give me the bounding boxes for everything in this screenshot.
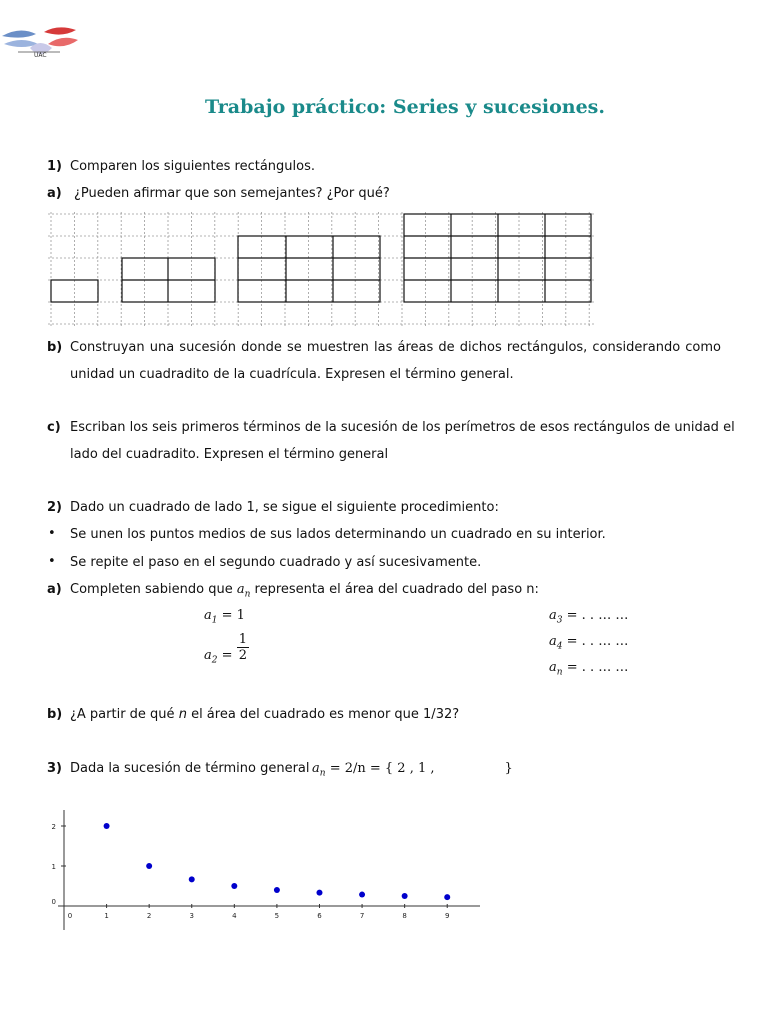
sequence-chart (44, 808, 489, 934)
equation-an: $a_n$ = . . … … (549, 660, 629, 678)
q1b-label: b) (47, 340, 63, 355)
y-tick-label: 0 (51, 898, 56, 906)
q2a-label: a) (47, 582, 62, 597)
x-tick-label: 1 (104, 912, 109, 920)
q1c-line1: Escriban los seis primeros términos de la sucesión de los perímetros de esos rectángulos de unidad el (70, 420, 735, 435)
data-point (104, 823, 110, 829)
q2-bullet-2: Se repite el paso en el segundo cuadrado y así sucesivamente. (70, 555, 482, 570)
q1c-line2: lado del cuadradito. Expresen el término general (70, 447, 389, 462)
y-tick-label: 2 (51, 823, 56, 831)
q2-bullet-1: Se unen los puntos medios de sus lados determinando un cuadrado en su interior. (70, 527, 606, 542)
q2b-label: b) (47, 707, 63, 722)
x-tick-label: 6 (317, 912, 322, 920)
rectangle-3 (238, 236, 380, 302)
chart-ticks (52, 823, 450, 920)
equation-a3: $a_3$ = . . … … (549, 608, 629, 626)
data-point (316, 890, 322, 896)
bullet-2-icon: • (48, 554, 56, 569)
bullet-1-icon: • (48, 526, 56, 541)
data-point (444, 894, 450, 900)
q2-text: Dado un cuadrado de lado 1, se sigue el siguiente procedimiento: (70, 500, 499, 515)
data-point (402, 893, 408, 899)
data-point (274, 887, 280, 893)
q1b-line1: Construyan una sucesión donde se muestren las áreas de dichos rectángulos, considerando como (70, 340, 721, 355)
q1a-text: ¿Pueden afirmar que son semejantes? ¿Por qué? (74, 186, 390, 201)
y-tick-label: 1 (51, 863, 56, 871)
q2b-text: ¿A partir de qué n el área del cuadrado es menor que 1/32? (70, 707, 460, 722)
data-point (189, 876, 195, 882)
q1-number: 1) (47, 159, 62, 174)
q3-text: Dada la sucesión de término general (70, 761, 310, 776)
equation-a4: $a_4$ = . . … … (549, 634, 629, 652)
rectangle-1 (51, 280, 98, 302)
x-tick-label: 3 (189, 912, 194, 920)
q3-formula: $a_n = 2/n$ = { 2 , 1 , } (312, 761, 513, 779)
chart-axes (58, 810, 480, 930)
q1a-label: a) (47, 186, 62, 201)
q3-number: 3) (47, 761, 62, 776)
x-tick-label: 5 (274, 912, 280, 920)
chart-points (104, 823, 451, 900)
equation-a2: $a_2$ = $\frac{1}{2}$ (204, 632, 247, 666)
data-point (359, 892, 365, 898)
x-tick-label: 7 (359, 912, 365, 920)
dotted-grid (48, 212, 596, 328)
logo (0, 22, 80, 64)
x-tick-label: 8 (402, 912, 407, 920)
equation-a1: $a_1 = 1$ (204, 608, 245, 626)
q2a-text: Completen sabiendo que $a_n$ representa el área del cuadrado del paso n: (70, 582, 539, 600)
q1-text: Comparen los siguientes rectángulos. (70, 159, 316, 174)
x-tick-label: 9 (444, 912, 450, 920)
x-tick-label: 4 (232, 912, 237, 920)
data-point (231, 883, 237, 889)
data-point (146, 863, 152, 869)
logo-caption: UAC (34, 52, 47, 59)
q1b-line2: unidad un cuadradito de la cuadrícula. Expresen el término general. (70, 367, 514, 382)
q2-number: 2) (47, 500, 62, 515)
x-tick-label: 0 (67, 912, 73, 920)
x-tick-label: 2 (146, 912, 152, 920)
rectangles-figure (48, 212, 596, 328)
page-title: Trabajo práctico: Series y sucesiones. (205, 96, 605, 118)
q1c-label: c) (47, 420, 61, 435)
